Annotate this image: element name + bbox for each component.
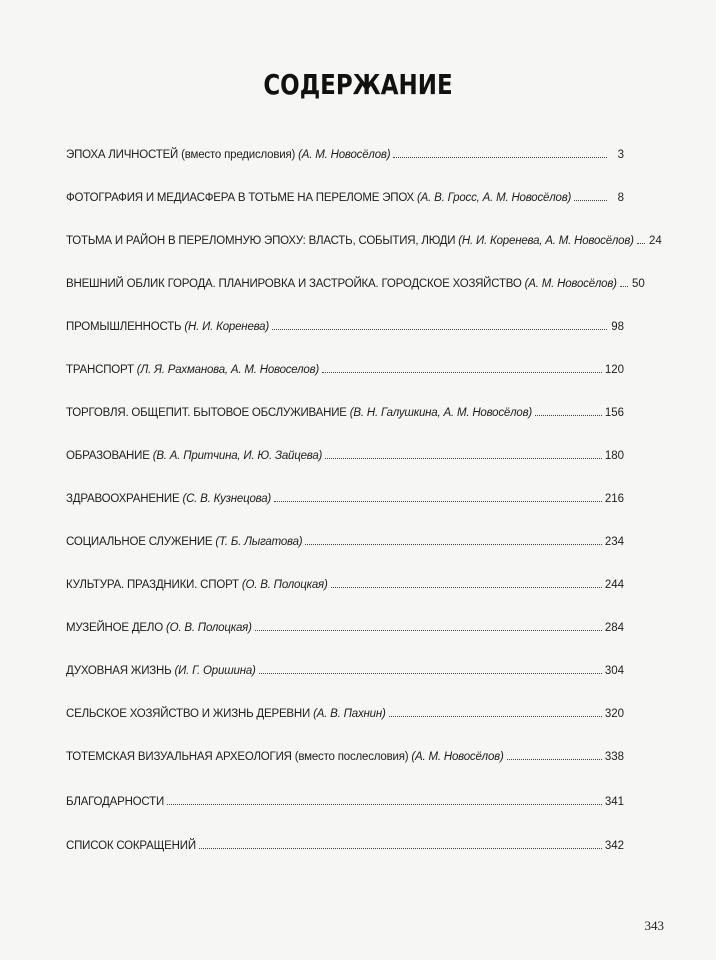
toc-entry-title: КУЛЬТУРА. ПРАЗДНИКИ. СПОРТ xyxy=(66,579,239,591)
toc-entry xyxy=(66,579,624,591)
dot-leader xyxy=(574,199,607,201)
toc-entry-author: (А. М. Новосёлов) xyxy=(298,149,391,161)
dot-leader xyxy=(167,803,602,805)
toc-entry xyxy=(66,407,624,419)
toc-entry-page: 284 xyxy=(604,622,624,634)
toc-entry-author: (О. В. Полоцкая) xyxy=(241,579,328,591)
toc-entry-title: ТОТЬМА И РАЙОН В ПЕРЕЛОМНУЮ ЭПОХУ: ВЛАСТЬ, СОБЫТИЯ, ЛЮДИ xyxy=(66,235,456,247)
toc-entry-page: 234 xyxy=(604,536,624,548)
dot-leader xyxy=(322,371,602,373)
dot-leader xyxy=(620,285,628,287)
toc-entry-title: ДУХОВНАЯ ЖИЗНЬ xyxy=(66,665,172,677)
toc-entry-title: ВНЕШНИЙ ОБЛИК ГОРОДА. ПЛАНИРОВКА И ЗАСТРОЙКА. ГОРОДСКОЕ ХОЗЯЙСТВО xyxy=(66,278,522,290)
dot-leader xyxy=(255,629,602,631)
toc-entry-author: (Н. И. Коренева, А. М. Новосёлов) xyxy=(458,235,634,247)
toc-entry-title: ТОРГОВЛЯ. ОБЩЕПИТ. БЫТОВОЕ ОБСЛУЖИВАНИЕ xyxy=(66,407,347,419)
dot-leader xyxy=(535,414,602,416)
toc-entry-author: (И. Г. Оришина) xyxy=(174,665,256,677)
toc-entry-title: БЛАГОДАРНОСТИ xyxy=(66,796,165,808)
toc-entry-author: (Н. И. Коренева) xyxy=(184,321,270,333)
toc-entry-author: (А. М. Новосёлов) xyxy=(524,278,617,290)
dot-leader xyxy=(259,672,602,674)
toc-entry-author: (В. Н. Галушкина, А. М. Новосёлов) xyxy=(349,407,533,419)
toc-entry-page: 342 xyxy=(604,840,624,852)
dot-leader xyxy=(325,457,602,459)
toc-entry xyxy=(66,149,624,161)
toc-entry-title: ТРАНСПОРТ xyxy=(66,364,134,376)
toc-entry-title: ЗДРАВООХРАНЕНИЕ xyxy=(66,493,180,505)
toc-entry xyxy=(66,364,624,376)
dot-leader xyxy=(507,758,602,760)
toc-entry-title: МУЗЕЙНОЕ ДЕЛО xyxy=(66,622,163,634)
toc-entry-page: 120 xyxy=(604,364,624,376)
toc-entry-author: (С. В. Кузнецова) xyxy=(182,493,272,505)
toc-entry xyxy=(66,796,624,808)
dot-leader xyxy=(305,543,601,545)
dot-leader xyxy=(393,156,607,158)
page-number: 343 xyxy=(644,918,664,933)
toc-entry-page: 216 xyxy=(604,493,624,505)
dot-leader xyxy=(199,847,602,849)
dot-leader xyxy=(637,242,645,244)
toc-entry xyxy=(66,840,624,852)
toc-entry-page: 338 xyxy=(604,751,624,763)
toc-entry-title: СОЦИАЛЬНОЕ СЛУЖЕНИЕ xyxy=(66,536,213,548)
toc-entry xyxy=(66,450,624,462)
toc-entry xyxy=(66,622,624,634)
toc-entry-page: 304 xyxy=(604,665,624,677)
dot-leader xyxy=(272,328,607,330)
toc-entry xyxy=(66,321,624,333)
toc-entry-page: 98 xyxy=(611,321,624,333)
page-title: СОДЕРЖАНИЕ xyxy=(263,68,453,101)
toc-entry xyxy=(66,493,624,505)
toc-entry xyxy=(66,665,624,677)
toc-entry-page: 320 xyxy=(604,708,624,720)
toc-entry-author: (В. А. Притчина, И. Ю. Зайцева) xyxy=(152,450,323,462)
toc-entry-author: (Л. Я. Рахманова, А. М. Новоселов) xyxy=(136,364,320,376)
toc-entry xyxy=(66,708,624,720)
toc-entry-author: (А. В. Гросс, А. М. Новосёлов) xyxy=(417,192,572,204)
toc-entry-title: ОБРАЗОВАНИЕ xyxy=(66,450,150,462)
toc-entry-title: СПИСОК СОКРАЩЕНИЙ xyxy=(66,840,196,852)
toc-entry-page: 3 xyxy=(617,149,624,161)
toc-entry xyxy=(66,536,624,548)
toc-entry-title: ФОТОГРАФИЯ И МЕДИАСФЕРА В ТОТЬМЕ НА ПЕРЕЛОМЕ ЭПОХ xyxy=(66,192,415,204)
dot-leader xyxy=(274,500,602,502)
dot-leader xyxy=(389,715,602,717)
toc-entry-page: 180 xyxy=(604,450,624,462)
toc-entry xyxy=(66,192,624,204)
toc-entry-page: 244 xyxy=(604,579,624,591)
toc-entry-author: (А. М. Новосёлов) xyxy=(411,751,504,763)
toc-entry-page: 8 xyxy=(617,192,624,204)
toc-entry xyxy=(66,235,662,247)
toc-entry-author: (А. В. Пахнин) xyxy=(313,708,386,720)
toc-entry-title: ТОТЕМСКАЯ ВИЗУАЛЬНАЯ АРХЕОЛОГИЯ (вместо послесловия) xyxy=(66,751,409,763)
dot-leader xyxy=(331,586,602,588)
toc-entry-page: 50 xyxy=(632,278,645,290)
toc-entry xyxy=(66,278,645,290)
toc-entry-page: 341 xyxy=(604,796,624,808)
toc-entry-page: 24 xyxy=(649,235,662,247)
toc-entry-page: 156 xyxy=(604,407,624,419)
toc-entry-title: СЕЛЬСКОЕ ХОЗЯЙСТВО И ЖИЗНЬ ДЕРЕВНИ xyxy=(66,708,311,720)
toc-entry-author: (Т. Б. Лыгатова) xyxy=(215,536,303,548)
toc-entry-title: ЭПОХА ЛИЧНОСТЕЙ (вместо предисловия) xyxy=(66,149,296,161)
toc-entry-title: ПРОМЫШЛЕННОСТЬ xyxy=(66,321,182,333)
toc-entry-author: (О. В. Полоцкая) xyxy=(165,622,252,634)
toc-entry xyxy=(66,751,624,763)
